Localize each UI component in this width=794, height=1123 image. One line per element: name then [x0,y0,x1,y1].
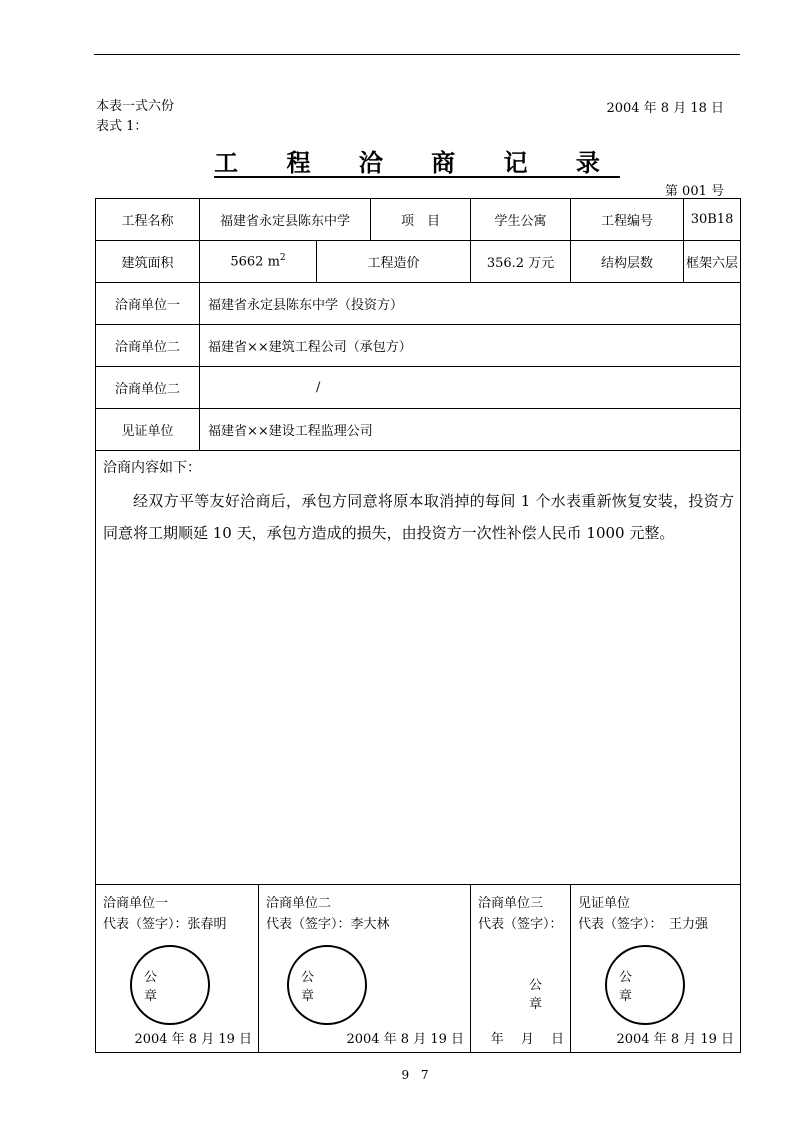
signature-block-2 [259,885,471,1053]
seal-text: 公 章 [144,969,170,1004]
signature-block-4 [571,885,741,1053]
project-name-label: 工程名称 [96,199,200,241]
project-code-label: 工程编号 [571,199,684,241]
party-value: 福建省永定县陈东中学（投资方） [200,283,741,325]
party-value: 福建省××建设工程监理公司 [200,409,741,451]
info-row-1 [96,199,741,241]
area-number: 5662 m [230,254,280,270]
form-date: 2004 年 8 月 18 日 [606,101,724,116]
item-value: 学生公寓 [471,199,571,241]
cost-label: 工程造价 [317,241,471,283]
signature-date: 2004 年 8 月 19 日 [346,1031,464,1047]
item-label: 项 目 [371,199,471,241]
party-label: 洽商单位一 [96,283,200,325]
header-rule [94,54,740,55]
content-row [96,451,741,885]
signature-unit: 洽商单位三 [478,895,544,911]
content-cell [96,451,741,885]
seal-text: 公 章 [301,969,327,1004]
seal-text: 公 章 [619,969,645,1004]
area-unit-sup: 2 [279,253,286,264]
official-seal [605,945,685,1025]
copies-note: 本表一式六份 [96,99,175,114]
area-label: 建筑面积 [96,241,200,283]
signature-rep: 代表（签字）：李大林 [266,916,390,932]
party-row [96,409,741,451]
signature-unit: 洽商单位二 [266,895,332,911]
negotiation-form [95,198,741,1053]
signature-block-3 [471,885,571,1053]
area-value [200,241,317,283]
signature-date: 2004 年 8 月 19 日 [134,1031,252,1047]
signature-date: 2004 年 8 月 19 日 [616,1031,735,1047]
floors-label: 结构层数 [571,241,684,283]
official-seal [287,945,367,1025]
signature-row [96,885,741,1053]
title-text: 工 程 洽 商 记 录 [214,149,620,177]
signature-unit: 洽商单位一 [103,895,169,911]
info-row-2 [96,241,741,283]
party-row [96,325,741,367]
cost-value: 356.2 万元 [471,241,571,283]
seal-text: 公 章 [529,977,555,1012]
party-row [96,283,741,325]
signature-date: 年 月 日 [490,1031,565,1047]
party-row [96,367,741,409]
party-label: 洽商单位二 [96,325,200,367]
doc-number: 第 001 号 [664,184,724,199]
page-title [94,143,740,178]
project-name-value: 福建省永定县陈东中学 [200,199,371,241]
page-number: 9 7 [401,1068,433,1082]
official-seal [130,945,210,1025]
project-code-value: 30B18 [684,199,741,241]
party-value: / [200,367,741,409]
form-style: 表式 1： [96,119,148,134]
floors-value: 框架六层 [684,241,741,283]
signature-rep: 代表（签字）： 王力强 [578,916,709,932]
party-label: 洽商单位二 [96,367,200,409]
signature-rep: 代表（签字）：张春明 [103,916,227,932]
content-heading: 洽商内容如下： [103,460,201,476]
signature-rep: 代表（签字）： [478,916,563,932]
signature-unit: 见证单位 [578,895,631,911]
party-value: 福建省××建筑工程公司（承包方） [200,325,741,367]
form-meta [96,97,174,137]
signature-block-1 [96,885,259,1053]
party-label: 见证单位 [96,409,200,451]
content-body: 经双方平等友好洽商后，承包方同意将原本取消掉的每间 1 个水表重新恢复安装，投资方同意将工期顺延 10 天，承包方造成的损失，由投资方一次性补偿人民币 1000 元整。 [103,492,735,542]
